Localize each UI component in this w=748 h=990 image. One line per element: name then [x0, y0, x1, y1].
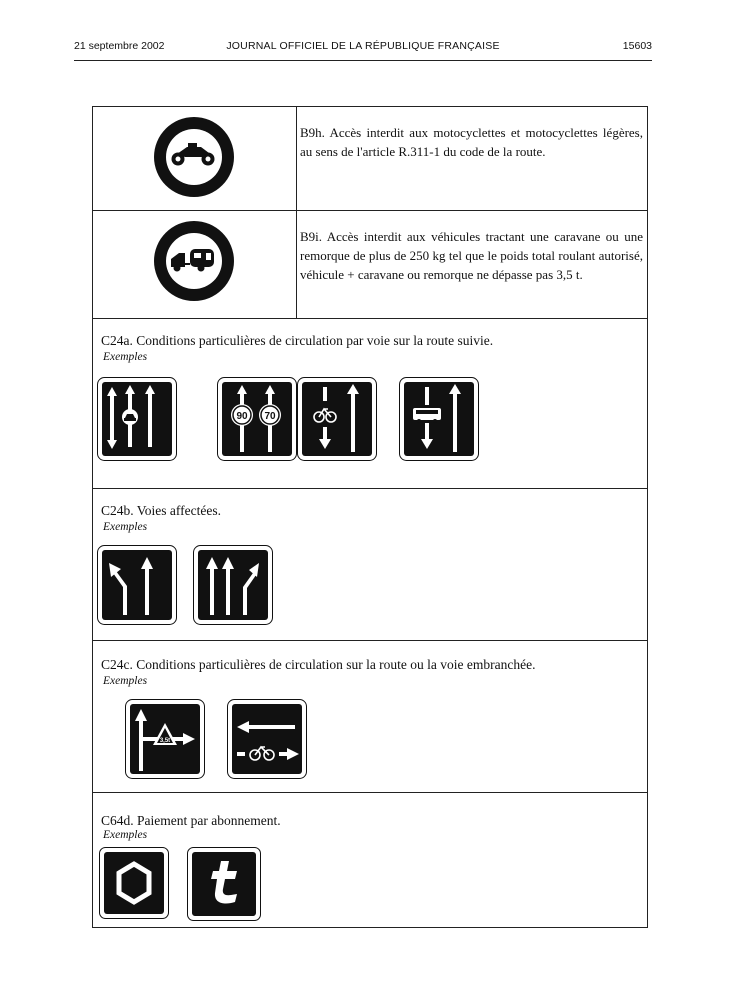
header-rule — [74, 60, 652, 61]
section-title: C24a. Conditions particulières de circulation par voie sur la route suivie. — [101, 333, 494, 348]
subscription-hexagon-sign — [99, 847, 169, 919]
speed-label-90: 90 — [236, 411, 248, 422]
table-row-b9h — [93, 107, 647, 211]
lane-sign-left-straight — [97, 545, 177, 625]
examples-label: Exemples — [103, 829, 148, 841]
column-divider — [296, 107, 297, 319]
section-title: C24c. Conditions particulières de circulation sur la route ou la voie embranchée. — [101, 657, 536, 672]
sign-cell — [93, 211, 296, 318]
section-c64d — [93, 793, 647, 927]
section-c24b — [93, 489, 647, 641]
branch-sign-bicycle — [227, 699, 307, 779]
sign-cell — [93, 107, 296, 210]
page-header — [74, 40, 652, 56]
section-title: C24b. Voies affectées. — [101, 503, 221, 518]
header-page-number: 15603 — [622, 40, 652, 52]
caravan-prohibited-icon — [93, 211, 296, 319]
section-c24a — [93, 319, 647, 489]
examples-label: Exemples — [103, 675, 148, 687]
section-title: C64d. Paiement par abonnement. — [101, 813, 281, 828]
lane-sign-bus — [399, 377, 479, 461]
motorcycle-prohibited-icon — [93, 107, 296, 211]
examples-label: Exemples — [103, 521, 148, 533]
lorry-label: 3,5t — [159, 738, 171, 744]
lane-sign-straight-right — [193, 545, 273, 625]
speed-label-70: 70 — [264, 411, 276, 422]
sign-description: B9i. Accès interdit aux véhicules tractant une caravane ou une remorque de plus de 250 kg tel que le poids total roulant autorisé, véhicule + caravane ou remorque ne dépasse pas 3,5 t. — [300, 229, 643, 282]
lane-sign-bicycle — [297, 377, 377, 461]
sign-description: B9h. Accès interdit aux motocyclettes et motocyclettes légères, au sens de l'article R.311-1 du code de la route. — [300, 125, 643, 159]
lane-sign-speed-limits — [217, 377, 297, 461]
header-date: 21 septembre 2002 — [74, 40, 165, 52]
subscription-t-sign — [187, 847, 261, 921]
examples-label: Exemples — [103, 351, 148, 363]
branch-sign-lorry-restriction — [125, 699, 205, 779]
table-row-b9i — [93, 211, 647, 319]
signs-table — [92, 106, 648, 928]
header-journal-title: JOURNAL OFFICIEL DE LA RÉPUBLIQUE FRANÇAISE — [226, 40, 500, 52]
lane-sign-car-restriction — [97, 377, 177, 461]
section-c24c — [93, 641, 647, 793]
